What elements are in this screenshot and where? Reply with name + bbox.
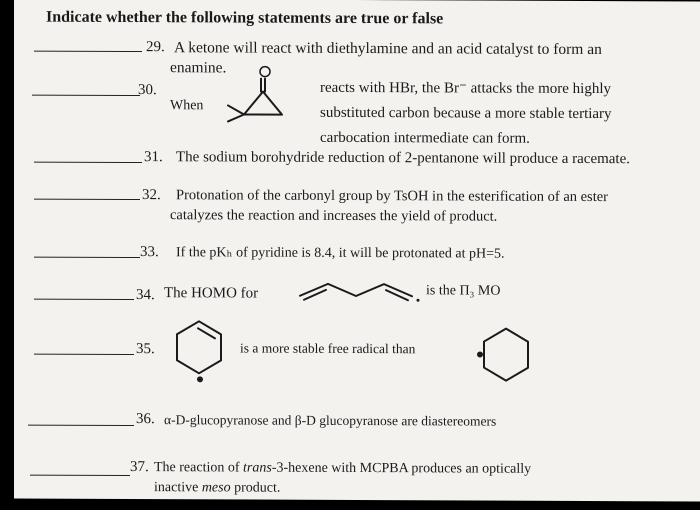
question-number-33: 33. — [140, 244, 159, 261]
question-37-line2 — [154, 479, 280, 497]
question-number-30: 30. — [138, 82, 157, 99]
question-number-37: 37. — [130, 459, 149, 476]
question-34-after: is the Π₃ MO — [426, 283, 501, 299]
question-29-line1: A ketone will react with diethylamine and an acid catalyst to form an — [174, 39, 602, 59]
answer-blank-35[interactable] — [34, 354, 134, 355]
q37-line2-c: product. — [230, 480, 281, 496]
question-number-34: 34. — [136, 287, 155, 304]
question-29-line2: enamine. — [170, 59, 227, 77]
answer-blank-29[interactable] — [34, 51, 142, 52]
question-32-line2: catalyzes the reaction and increases the yield of product. — [170, 207, 498, 225]
cyclopropane-ring — [244, 92, 282, 115]
question-34-before: The HOMO for — [164, 285, 259, 302]
worksheet-title: Indicate whether the following statements are true or false — [46, 8, 444, 28]
cyclohexyl-radical-structure — [466, 322, 536, 388]
answer-blank-34[interactable] — [34, 299, 134, 300]
question-number-35: 35. — [136, 341, 155, 358]
question-30-when: When — [170, 98, 204, 114]
q37-line2-meso: meso — [201, 480, 231, 496]
question-number-31: 31. — [144, 149, 163, 166]
answer-blank-31[interactable] — [34, 162, 142, 163]
answer-blank-30[interactable] — [32, 95, 140, 96]
answer-blank-36[interactable] — [28, 425, 134, 426]
question-number-36: 36. — [136, 411, 155, 428]
radical-dot-icon — [197, 376, 203, 382]
radical-dot-icon-2 — [477, 352, 483, 358]
methyl-bond-b — [228, 114, 244, 121]
double-bond-1 — [304, 290, 326, 300]
question-32-line1: Protonation of the carbonyl group by TsOH in the esterification of an ester — [176, 187, 608, 206]
oxygen-atom-icon — [260, 67, 270, 77]
answer-blank-33[interactable] — [34, 257, 140, 258]
answer-blank-37[interactable] — [30, 475, 130, 476]
question-30-line1: reacts with HBr, the Br⁻ attacks the more highly — [320, 79, 611, 98]
dot-mark-icon — [417, 299, 420, 302]
question-number-29: 29. — [146, 39, 165, 56]
cyclohexane-ring — [484, 329, 528, 381]
double-bond-2 — [386, 290, 408, 300]
question-number-32: 32. — [142, 187, 161, 204]
butadiene-structure — [296, 278, 426, 305]
q37-line2-a: inactive — [154, 480, 202, 496]
question-30-line2: substituted carbon because a more stable tertiary — [320, 104, 612, 123]
question-30-oxygen-label — [276, 60, 277, 77]
q37-line1-c: -3-hexene with MCPBA produces an optically — [271, 460, 532, 477]
question-35-middle: is a more stable free radical than — [240, 340, 416, 357]
worksheet-page — [14, 0, 700, 501]
cyclohexenyl-radical-structure — [164, 315, 234, 381]
answer-blank-32[interactable] — [34, 199, 140, 200]
q37-line1-a: The reaction of — [154, 460, 244, 476]
question-33-text: If the pKₕ of pyridine is 8.4, it will be protonated at pH=5. — [176, 245, 505, 262]
question-36-text: α-D-glucopyranose and β-D glucopyranose are diastereomers — [164, 412, 497, 429]
methyl-bond-a — [228, 105, 244, 114]
question-30-line3: carbocation intermediate can form. — [320, 129, 530, 147]
methylcyclopropane-ketone-structure — [214, 61, 314, 121]
question-31-text: The sodium borohydride reduction of 2-pentanone will produce a racemate. — [176, 149, 631, 168]
question-37-line1 — [154, 459, 531, 478]
q37-line1-trans: trans — [243, 460, 272, 476]
